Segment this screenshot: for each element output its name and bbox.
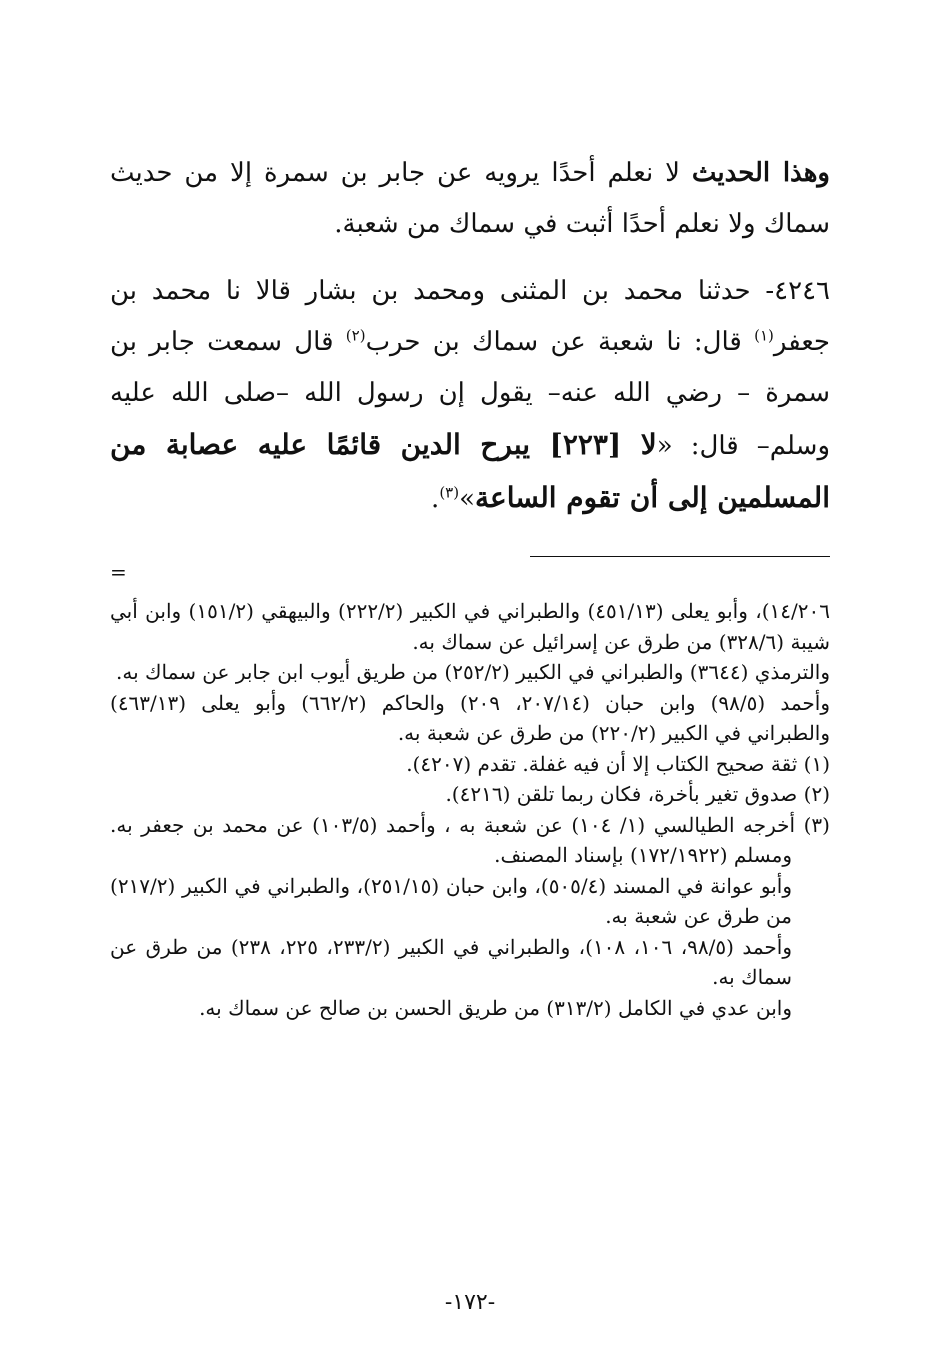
intro-text: لا نعلم أحدًا يرويه عن جابر بن سمرة إلا من حديث سماك ولا نعلم أحدًا أثبت في سماك من شعبة. <box>110 158 830 239</box>
isnad-text-c: قال سمعت جابر بن سمرة – رضي الله عنه– يقول إن رسول الله –صلى الله عليه وسلم– قال: « <box>110 327 830 461</box>
footnote-1: (١) ثقة صحيح الكتاب إلا أن فيه غفلة. تقدم (٤٢٠٧). <box>406 751 830 776</box>
footnote-ref-1: (١) <box>754 326 774 345</box>
footnote-ref-2: (٢) <box>345 326 366 345</box>
document-page <box>110 0 830 1368</box>
footnote-continued-line: وأحمد (٩٨/٥) وابن حبان (٢٠٧/١٤، ٢٠٩) والحاكم (٦٦٢/٢) وأبو يعلى (٤٦٣/١٣) والطبراني في الكبير (٢٢٠/٢) من طرق عن شعبة به. <box>110 690 830 745</box>
page-number: -١٧٢- <box>444 1290 496 1315</box>
footnote-3-continuation: وابن عدي في الكامل (٣١٣/٢) من طريق الحسن بن صالح عن سماك به. <box>199 995 792 1020</box>
paragraph-end: . <box>431 484 440 514</box>
footnote-3: (٣) أخرجه الطيالسي (١/ ١٠٤) عن شعبة به ، وأحمد (١٠٣/٥) عن محمد بن جعفر به. ومسلم (١٧٢/١٩٢٢) بإسناد المصنف. <box>110 812 830 867</box>
footnote-continued-line: ١٤/٢٠٦)، وأبو يعلى (٤٥١/١٣) والطبراني في الكبير (٢٢٢/٢) والبيهقي (١٥١/٢) وابن أبي شيبة (٣٢٨/٦) من طرق عن إسرائيل عن سماك به. <box>110 599 830 654</box>
footnote-continuation-mark: = <box>110 560 127 584</box>
footnote-2: (٢) صدوق تغير بأخرة، فكان ربما تلقن (٤٢١٦). <box>445 782 830 806</box>
intro-bold-phrase: وهذا الحديث <box>691 158 830 188</box>
footnote-separator <box>530 556 830 557</box>
quote-close: » <box>459 484 476 514</box>
footnotes <box>110 596 830 1023</box>
footnote-3-continuation: وأبو عوانة في المسند (٥٠٥/٤)، وابن حبان (٢٥١/١٥)، والطبراني في الكبير (٢١٧/٢) من طرق عن شعبة به. <box>110 873 792 928</box>
isnad-text-b: قال: نا شعبة عن سماك بن حرب <box>365 327 755 357</box>
footnote-ref-3: (٣) <box>439 483 460 502</box>
main-text <box>110 148 830 525</box>
isnad-text-a: ٤٢٤٦- حدثنا محمد بن المثنى ومحمد بن بشار قالا نا محمد بن جعفر <box>110 276 830 357</box>
paragraph-hadith-4246 <box>110 266 830 525</box>
hadith-matn: لا [٢٢٣] يبرح الدين قائمًا عليه عصابة من المسلمين إلى أن تقوم الساعة <box>110 428 830 514</box>
footnote-continued-line: والترمذي (٣٦٤٤) والطبراني في الكبير (٢٥٢/٢) من طريق أيوب ابن جابر عن سماك به. <box>116 660 830 684</box>
footnote-3-continuation: وأحمد (٩٨/٥، ١٠٦، ١٠٨)، والطبراني في الكبير (٢٣٣/٢، ٢٢٥، ٢٣٨) من طرق عن سماك به. <box>110 934 792 989</box>
paragraph-intro <box>110 148 830 250</box>
